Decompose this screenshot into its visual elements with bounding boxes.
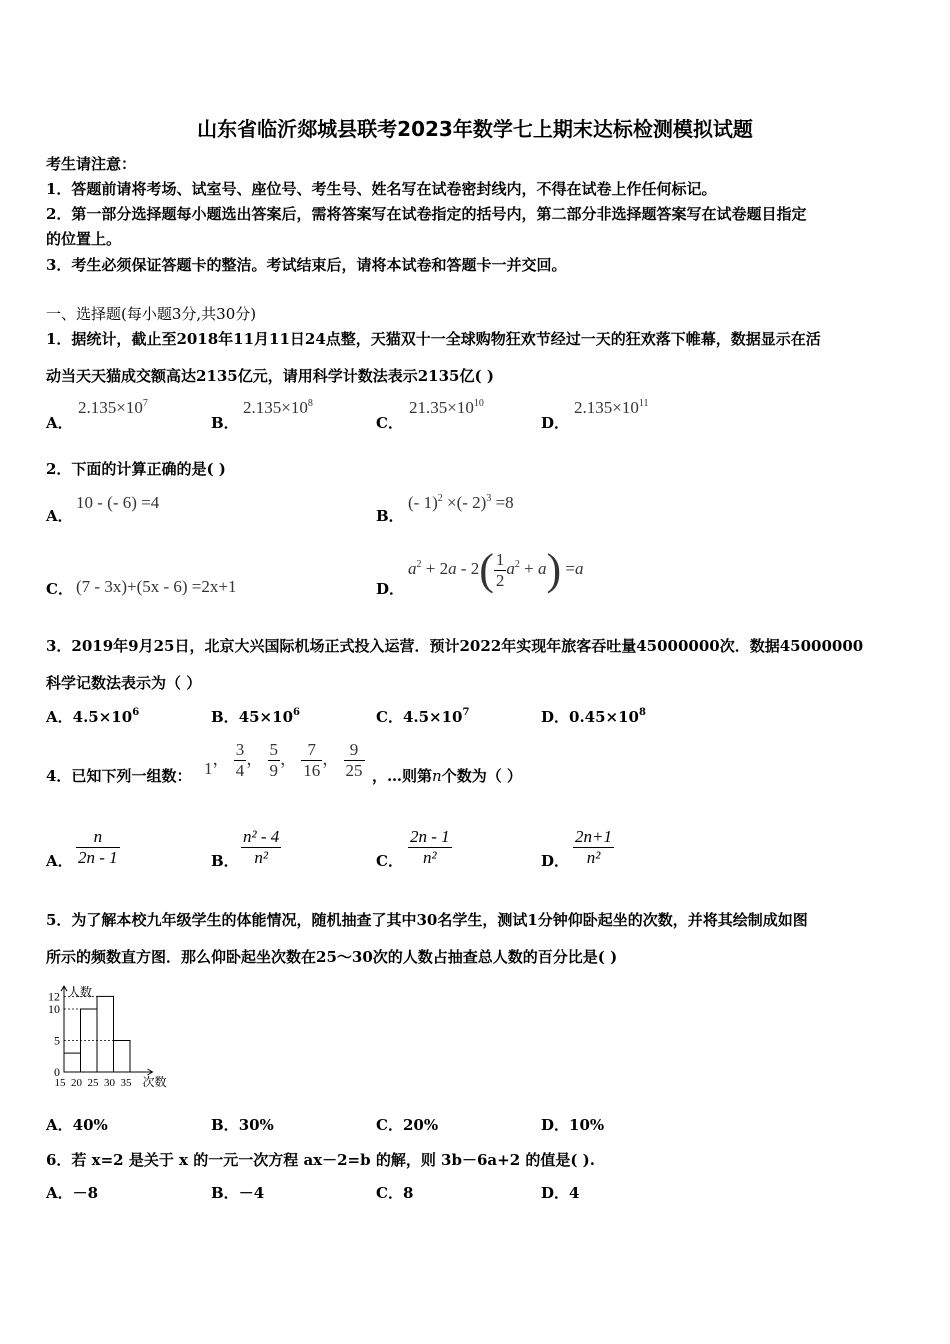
q2-option-label: D． bbox=[376, 580, 405, 598]
q4-option-a: $\frac{n}{2n - 1}$ bbox=[78, 827, 118, 867]
q1-option-label: A． bbox=[46, 414, 73, 432]
q4-option-d: $\frac{2n+1}{\text{n²}}$ bbox=[575, 827, 612, 867]
notice-item: 的位置上。 bbox=[46, 230, 122, 248]
q5-option-b: B．30% bbox=[211, 1116, 274, 1134]
x-axis-label: 次数 bbox=[142, 1075, 167, 1089]
q4-option-label: B． bbox=[211, 852, 239, 870]
q2-option-b: (- 1)$^2$ ×(- 2)$^3$ =8 bbox=[408, 493, 514, 512]
q4-stem-suffix: ，…则第n个数为（ ） bbox=[372, 767, 522, 785]
q2-option-label: A． bbox=[46, 507, 73, 525]
y-tick-label: 5 bbox=[54, 1033, 60, 1048]
q4-option-b: $\frac{\text{n² - 4}}{\text{n²}}$ bbox=[243, 827, 280, 867]
q4-option-c: $\frac{2n - 1}{\text{n²}}$ bbox=[410, 827, 450, 867]
q6-option-a: A．－8 bbox=[46, 1184, 99, 1202]
q3-stem-line1: 3．2019年9月25日，北京大兴国际机场正式投入运营．预计2022年实现年旅客吞吐量45000000次．数据45000000 bbox=[46, 637, 864, 655]
q3-option-c: C．$4.5\times 10^7$ bbox=[376, 707, 470, 726]
q4-sequence: 1， $\frac{3}{4}$ ， $\frac{5}{9}$ ， $\frac{7}{16}$ ， $\frac{9}{25}$ bbox=[204, 740, 363, 780]
histogram-bar bbox=[114, 1041, 131, 1073]
notice-item: 3．考生必须保证答题卡的整洁。考试结束后，请将本试卷和答题卡一并交回。 bbox=[46, 256, 567, 274]
q5-option-a: A．40% bbox=[46, 1116, 108, 1134]
q3-option-d: D．$0.45\times 10^8$ bbox=[541, 707, 646, 726]
q4-option-label: C． bbox=[376, 852, 403, 870]
page-title: 山东省临沂郯城县联考2023年数学七上期末达标检测模拟试题 bbox=[197, 117, 753, 141]
q2-option-d: $a^2 + 2a - 2$( $\frac{1}{2}$ $a^2 + a) =a$ bbox=[408, 545, 584, 594]
q1-option-label: D． bbox=[541, 414, 570, 432]
q1-stem-line2: 动当天天猫成交额高达2135亿元，请用科学计数法表示2135亿( ) bbox=[46, 367, 494, 385]
histogram-bar bbox=[64, 1053, 81, 1072]
q4-stem-prefix: 4．已知下列一组数： bbox=[46, 767, 192, 785]
y-tick-label: 0 bbox=[54, 1065, 60, 1079]
y-axis-label: 人数 bbox=[68, 985, 93, 1000]
y-tick-label: 10 bbox=[48, 1002, 60, 1016]
x-tick-label: 35 bbox=[120, 1077, 132, 1089]
q1-option-c: $21.35\times 10^{10}$ bbox=[409, 398, 484, 417]
q2-option-a: 10 - (- 6) =4 bbox=[76, 493, 160, 512]
q3-stem-line2: 科学记数法表示为（ ） bbox=[46, 674, 202, 692]
histogram-bar bbox=[97, 996, 114, 1072]
q5-stem-line2: 所示的频数直方图．那么仰卧起坐次数在25～30次的人数占抽查总人数的百分比是( ) bbox=[46, 948, 618, 966]
q2-option-label: B． bbox=[376, 507, 404, 525]
q2-stem: 2．下面的计算正确的是( ) bbox=[46, 460, 226, 478]
x-tick-label: 15 bbox=[54, 1077, 66, 1089]
q6-stem: 6．若 x=2 是关于 x 的一元一次方程 ax－2=b 的解，则 3b－6a+2 的值是( ). bbox=[46, 1151, 595, 1169]
q4-option-label: D． bbox=[541, 852, 570, 870]
q1-stem-line1: 1．据统计，截止至2018年11月11日24点整，天猫双十一全球购物狂欢节经过一天的狂欢落下帷幕，数据显示在活 bbox=[46, 330, 821, 348]
q3-option-a: A．$4.5\times 10^6$ bbox=[46, 707, 140, 726]
notice-heading: 考生请注意： bbox=[46, 155, 137, 173]
q1-option-d: $2.135\times 10^{11}$ bbox=[574, 398, 649, 417]
q4-option-label: A． bbox=[46, 852, 73, 870]
q2-option-label: C． bbox=[46, 580, 73, 598]
section-heading: 一、选择题(每小题3分,共30分) bbox=[46, 305, 257, 323]
q2-option-c: (7 - 3x)+(5x - 6) =2x+1 bbox=[76, 577, 237, 596]
q1-option-label: B． bbox=[211, 414, 239, 432]
q1-option-a: $2.135\times 10^7$ bbox=[78, 398, 148, 417]
q3-option-b: B．$45\times 10^6$ bbox=[211, 707, 300, 726]
x-tick-label: 25 bbox=[87, 1077, 99, 1089]
q5-option-c: C．20% bbox=[376, 1116, 439, 1134]
q5-stem-line1: 5．为了解本校九年级学生的体能情况，随机抽查了其中30名学生，测试1分钟仰卧起坐的次数，并将其绘制成如图 bbox=[46, 911, 808, 929]
x-tick-label: 30 bbox=[104, 1077, 115, 1089]
q1-option-label: C． bbox=[376, 414, 403, 432]
y-tick-label: 12 bbox=[48, 989, 60, 1004]
q5-option-d: D．10% bbox=[541, 1116, 605, 1134]
q6-option-d: D．4 bbox=[541, 1184, 580, 1202]
q6-option-c: C．8 bbox=[376, 1184, 414, 1202]
q6-option-b: B．－4 bbox=[211, 1184, 265, 1202]
x-tick-label: 20 bbox=[71, 1077, 82, 1089]
notice-item: 2．第一部分选择题每小题选出答案后，需将答案写在试卷指定的括号内，第二部分非选择题答案写在试卷题目指定 bbox=[46, 205, 807, 223]
q1-option-b: $2.135\times 10^8$ bbox=[243, 398, 313, 417]
histogram bbox=[40, 972, 200, 1094]
notice-item: 1．答题前请将考场、试室号、座位号、考生号、姓名写在试卷密封线内，不得在试卷上作任何标记。 bbox=[46, 180, 717, 198]
